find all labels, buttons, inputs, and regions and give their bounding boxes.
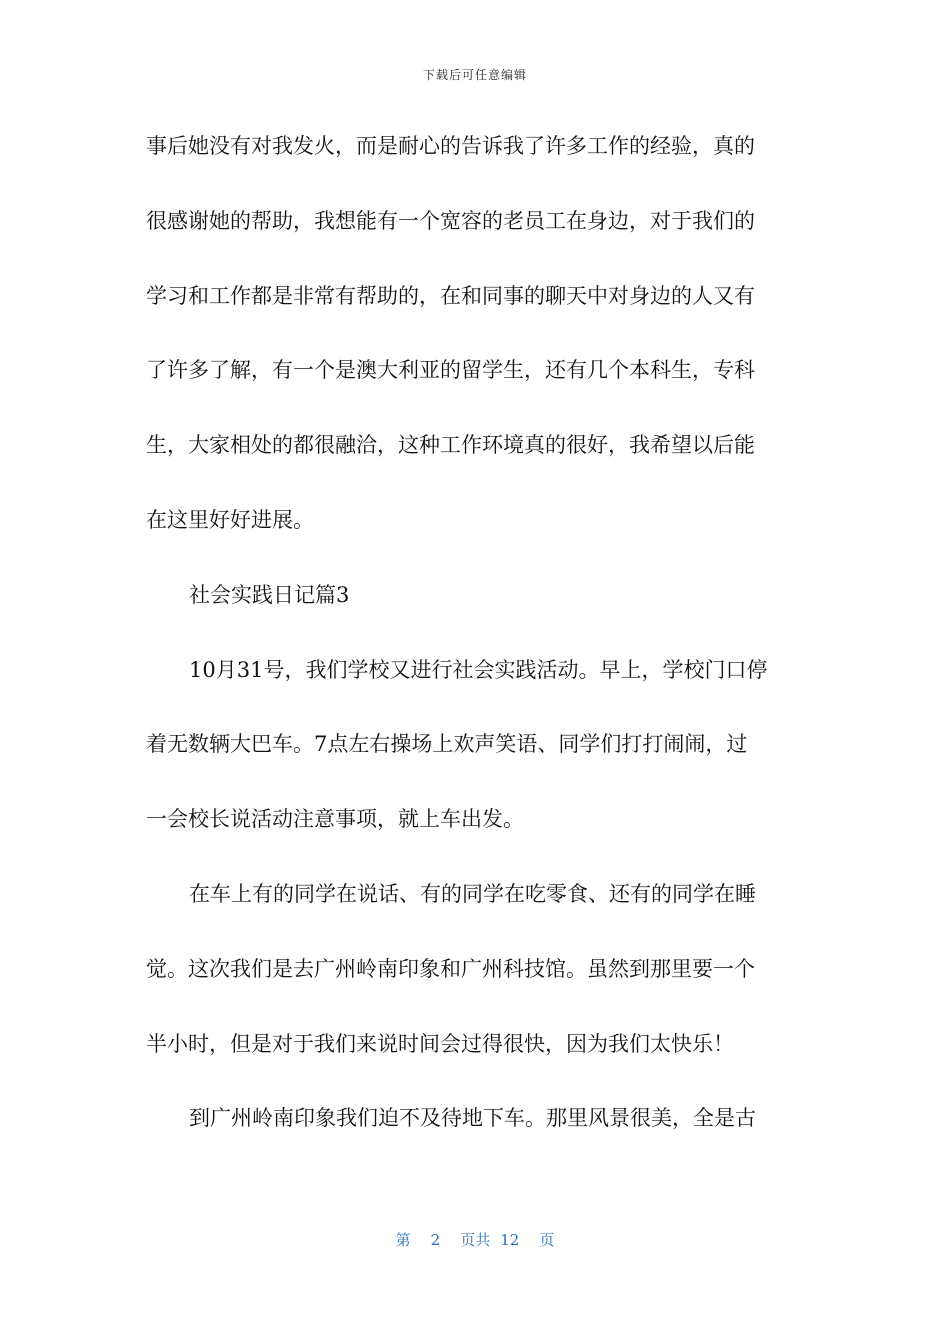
text-line: 了许多了解，有一个是澳大利亚的留学生，还有几个本科生，专科: [146, 358, 755, 383]
section-heading: 社会实践日记篇3: [189, 582, 350, 607]
footer-total-pages: 12: [500, 1231, 520, 1249]
text-line: 在这里好好进展。: [146, 507, 314, 532]
text-line: 生，大家相处的都很融洽，这种工作环境真的很好，我希望以后能: [146, 433, 755, 458]
text-line: 10月31号，我们学校又进行社会实践活动。早上，学校门口停: [189, 657, 768, 682]
page-footer: [0, 1229, 950, 1250]
text-line: 半小时，但是对于我们来说时间会过得很快，因为我们太快乐！: [146, 1031, 734, 1056]
text-line: 着无数辆大巴车。7点左右操场上欢声笑语、同学们打打闹闹，过: [146, 732, 748, 757]
text-line: 觉。这次我们是去广州岭南印象和广州科技馆。虽然到那里要一个: [146, 956, 755, 981]
text-line: 事后她没有对我发火，而是耐心的告诉我了许多工作的经验，真的: [146, 134, 755, 158]
text-line: 很感谢她的帮助，我想能有一个宽容的老员工在身边，对于我们的: [146, 208, 755, 233]
text-line: 到广州岭南印象我们迫不及待地下车。那里风景很美，全是古: [189, 1106, 756, 1131]
text-line: 学习和工作都是非常有帮助的，在和同事的聊天中对身边的人又有: [146, 283, 755, 308]
footer-label-end: 页: [539, 1231, 555, 1249]
footer-current-page: 2: [430, 1231, 441, 1249]
text-line: 在车上有的同学在说话、有的同学在吃零食、还有的同学在睡: [189, 881, 756, 906]
header-note: 下载后可任意编辑: [422, 68, 527, 82]
footer-label-of: 页共: [460, 1231, 491, 1249]
footer-label-page: 第: [395, 1231, 411, 1249]
document-body: [146, 126, 818, 1173]
text-line: 一会校长说活动注意事项，就上车出发。: [146, 807, 524, 832]
